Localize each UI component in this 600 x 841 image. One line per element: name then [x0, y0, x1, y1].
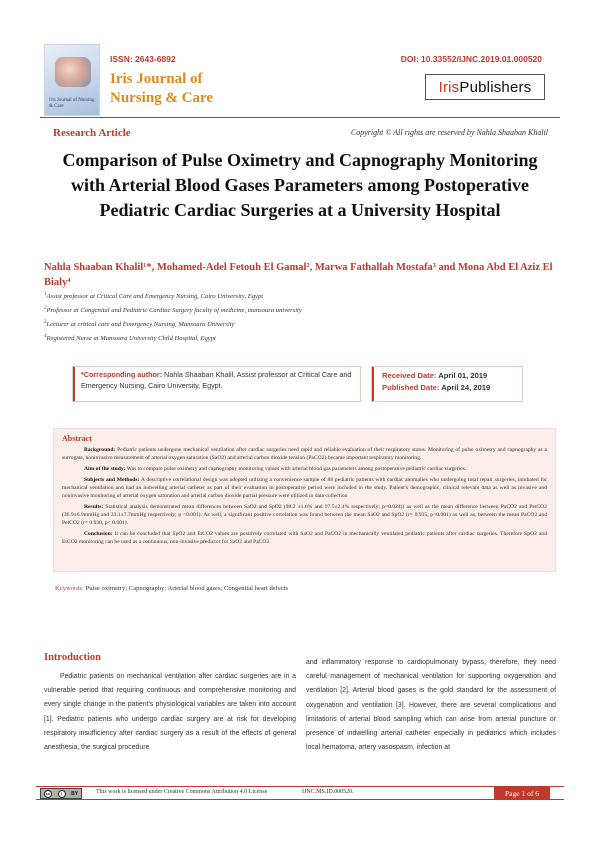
publisher-logo: Iris Publishers — [425, 74, 545, 100]
issn: ISSN: 2643-6892 — [110, 54, 176, 64]
abstract-conclusion: Conclusion: It can be concluded that SpO2 and EtCO2 values are positively correlated with SaO2 and PaCO2 in mechanically ventilated pediatric patients after cardiac surgeries. Therefore SpO2 and EtCO2 monitoring can be used as a continuous, non-invasive predictor for SaO2 and PaCO2. — [62, 531, 547, 545]
page-number: Page 1 of 6 — [494, 786, 550, 800]
cc-icon: cc — [45, 790, 51, 796]
published-date: Published Date: April 24, 2019 — [382, 383, 491, 392]
copyright: Copyright © All rights are reserved by Nahla Shaaban Khalil — [350, 128, 548, 137]
keywords: Keywords: Pulse oximetry; Capnography; Arterial blood gases; Congenital heart defects — [55, 585, 289, 592]
article-title: Comparison of Pulse Oximetry and Capnography Monitoring with Arterial Blood Gases Parameters among Postoperative Pediatric Cardiac Surgeries at a University Hospital — [62, 150, 538, 220]
affiliation-1: $^1$Assist professor at Critical Care and Emergency Nursing, Cairo University, Egypt — [44, 292, 264, 301]
abstract-heading: Abstract — [62, 434, 92, 443]
affiliation-3: $^3$Lecturer at critical care and Emergency Nursing, Mansoura University — [44, 320, 235, 329]
abstract-results: Results: Statistical analysis demonstrated mean differences between SaO2 and SpO2 (98.2 ±1.6% and 97.5±2.4% respectively; p=0.024)) as well as the mean difference between PaCO2 and PetCO2 (36.9±6.9mmHg and 33.1±7.7mmHg respectively; p <0.001). As well, a significant positive correlation was found between the mean SaO2 and SpO2 (r= 0.935, p<0.001) as well as, between the mean PaCO2 and PetCO2 (r= 0.930, p< 0.001). — [62, 504, 547, 526]
journal-cover-image — [44, 44, 100, 116]
abstract-aim: Aim of the study: Was to compare pulse oximetry and capnography monitoring values with arterial blood gas parameters among postoperative pediatric cardiac surgeries. — [84, 466, 467, 472]
intro-right-column: and inflammatory response to cardiopulmonary bypass, therefore, they need careful management of mechanical ventilation for supporting oxygenation and ventilation [2]. Arterial blood gases is the gold standard for the assessment of oxygenation and ventilation [3]. However, there are several complications and limitations of arterial blood sampling which can arise from arterial puncture or presence of indwelling arterial catheter especially in pediatrics which includes local hematoma, artery vasospasm, infection at — [306, 659, 556, 752]
cover-photo — [55, 57, 91, 87]
affiliation-2: $^2$Professor at Congenital and Pediatric Cardiac Surgery faculty of medicine, mansoura university — [44, 306, 302, 315]
received-date: Received Date: April 01, 2019 — [382, 371, 488, 380]
license-text: This work is licensed under Creative Commons Attribution 4.0 License — [96, 789, 268, 795]
affiliation-4: $^4$Registered Nurse at Mansoura University Child Hospital, Egypt — [44, 334, 216, 343]
article-type: Research Article — [53, 127, 131, 139]
dates-box — [372, 367, 522, 401]
header-divider — [40, 117, 560, 118]
cover-text: Iris Journal of Nursing & Care — [49, 98, 95, 109]
author-list: Nahla Shaaban Khalil¹*, Mohamed-Adel Fetouh El Gamal², Marwa Fathallah Mostafa³ and Mona Abd El Aziz El Bialy⁴ — [44, 262, 553, 288]
introduction-heading: Introduction — [44, 652, 101, 663]
intro-left-column: Pediatric patients on mechanical ventilation after cardiac surgeries are in a vulnerable period that requiring continuous and comprehensive monitoring and every single change in the patient's physiological variables are taken into account [1]. Pediatric patients who undergo cardiac surgery are at risk for developing respiratory insufficiency after cardiac surgery as a result of the effects of general anesthesia, the surgical procedure — [44, 673, 296, 752]
journal-name: Iris Journal of Nursing & Care — [110, 71, 214, 106]
doi-link[interactable]: DOI: 10.33552/IJNC.2019.01.000520 — [400, 54, 542, 64]
abstract-methods: Subjects and Methods: A descriptive correlational design was adopted utilizing a convenience sample of 88 pediatric patients with cardiac anomalies who undergoing total repair surgeries, intubated for mechanical ventilation and had an indwelling arterial catheter as part of their evaluation in postoperative period were included in the study. Patient's demographic, clinical relevant data as well as invasive and noninvasive monitoring of arterial oxygen saturation and arterial carbon dioxide partial pressure were utilized in data collection — [62, 477, 547, 499]
manuscript-id: IJNC.MS.ID.000520. — [302, 789, 354, 795]
abstract-box — [53, 428, 556, 572]
by-icon: i — [58, 790, 66, 798]
corresponding-author-box: *Corresponding author: Nahla Shaaban Khalil, Assist professor at Critical Care and Emergency Nursing, Cairo University, Egypt. — [73, 367, 360, 401]
abstract-background: Background: Pediatric patients undergone mechanical ventilation after cardiac surgeries need rapid and reliable evaluation of their respiratory status. Monitoring of pulse oximetry and capnography as a surrogate, noninvasive measurement of arterial oxygen saturation (SaO2) and arterial carbon dioxide tension (PaCO2) became important respiratory monitoring. — [62, 447, 547, 461]
cc-license-badge[interactable]: cc i BY — [40, 788, 82, 799]
